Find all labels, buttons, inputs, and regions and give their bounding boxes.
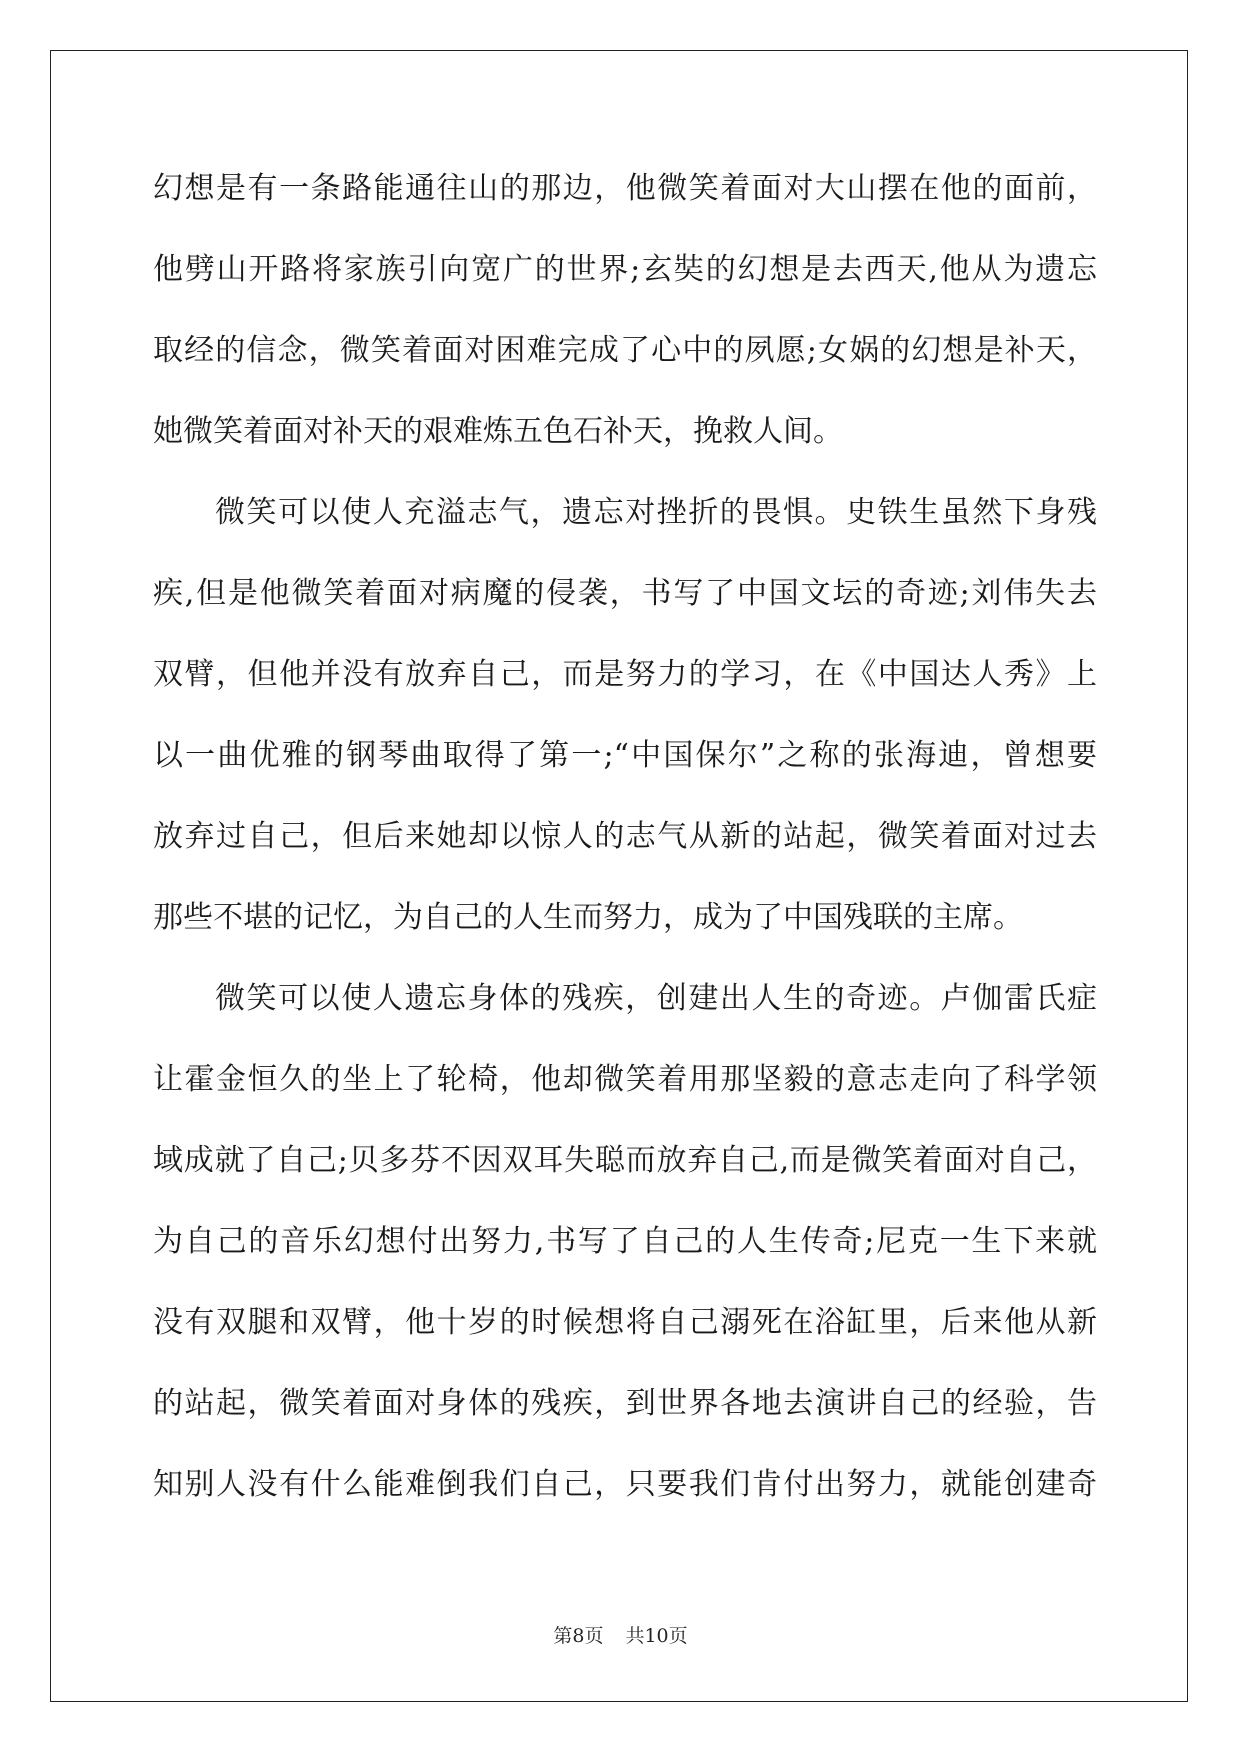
text-line: 双臂，但他并没有放弃自己，而是努力的学习，在《中国达人秀》上 xyxy=(153,657,1097,692)
text-line: 那些不堪的记忆，为自己的人生而努力，成为了中国残联的主席。 xyxy=(153,900,1023,935)
text-line: 让霍金恒久的坐上了轮椅，他却微笑着用那坚毅的意志走向了科学领 xyxy=(153,1062,1097,1097)
text-line: 为自己的音乐幻想付出努力,书写了自己的人生传奇;尼克一生下来就 xyxy=(153,1224,1097,1259)
page-total: 共10页 xyxy=(625,1625,688,1647)
text-line: 没有双腿和双臂，他十岁的时候想将自己溺死在浴缸里，后来他从新 xyxy=(153,1305,1097,1340)
text-line: 知别人没有什么能难倒我们自己，只要我们肯付出努力，就能创建奇 xyxy=(153,1467,1097,1502)
text-line: 域成就了自己;贝多芬不因双耳失聪而放弃自己,而是微笑着面对自己， xyxy=(153,1143,1097,1178)
page-footer xyxy=(0,1624,1241,1648)
paragraph-first-line: 微笑可以使人遗忘身体的残疾，创建出人生的奇迹。卢伽雷氏症 xyxy=(215,981,1097,1016)
paragraph-first-line: 微笑可以使人充溢志气，遗忘对挫折的畏惧。史铁生虽然下身残 xyxy=(215,495,1097,530)
text-line: 他劈山开路将家族引向宽广的世界;玄奘的幻想是去西天,他从为遗忘 xyxy=(153,252,1097,287)
document-body xyxy=(153,160,1097,1537)
page-number: 第8页 xyxy=(553,1625,604,1647)
text-line: 以一曲优雅的钢琴曲取得了第一;“中国保尔”之称的张海迪，曾想要 xyxy=(153,738,1097,773)
text-line: 疾,但是他微笑着面对病魔的侵袭，书写了中国文坛的奇迹;刘伟失去 xyxy=(153,576,1097,611)
text-line: 放弃过自己，但后来她却以惊人的志气从新的站起，微笑着面对过去 xyxy=(153,819,1097,854)
text-line: 幻想是有一条路能通往山的那边，他微笑着面对大山摆在他的面前， xyxy=(153,171,1097,206)
text-line: 她微笑着面对补天的艰难炼五色石补天，挽救人间。 xyxy=(153,414,843,449)
text-line: 的站起，微笑着面对身体的残疾，到世界各地去演讲自己的经验，告 xyxy=(153,1386,1097,1421)
text-line: 取经的信念，微笑着面对困难完成了心中的夙愿;女娲的幻想是补天， xyxy=(153,333,1097,368)
